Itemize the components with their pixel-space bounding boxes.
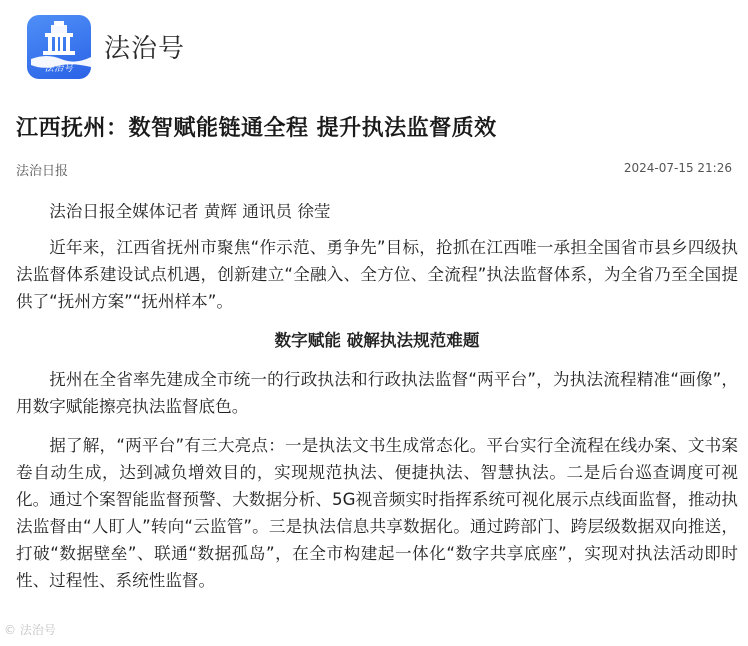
header: [0, 0, 748, 96]
fazhihao-logo-icon[interactable]: [27, 15, 91, 79]
article-title: 江西抚州：数智赋能链通全程 提升执法监督质效: [16, 116, 497, 141]
article-source[interactable]: 法治日报: [16, 164, 69, 179]
publish-date: 2024-07-15 21:26: [623, 161, 732, 175]
watermark: © 法治号: [4, 623, 56, 637]
paragraph-highlights: 据了解，“两平台”有三大亮点：一是执法文书生成常态化。平台实行全流程在线办案、文书案卷自动生成，达到减负增效目的，实现规范执法、便捷执法、智慧执法。二是后台巡查调度可视化。通过个案智能监督预警、大数据分析、5G视音频实时指挥系统可视化展示点线面监督，推动执法监督由“人盯人”转向“云监管”。三是执法信息共享数据化。通过跨部门、跨层级数据双向推送，打破“数据壁垒”、联通“数据孤岛”，在全市构建起一体化“数字共享底座”，实现对执法活动即时性、过程性、系统性监督。: [16, 436, 738, 590]
paragraph-platforms: 抚州在全省率先建成全市统一的行政执法和行政执法监督“两平台”，为执法流程精准“画像”，用数字赋能擦亮执法监督底色。: [16, 370, 738, 416]
section-subheading: 数字赋能 破解执法规范难题: [274, 331, 480, 350]
brand-name[interactable]: 法治号: [104, 34, 186, 64]
byline: 法治日报全媒体记者 黄辉 通讯员 徐莹: [49, 202, 331, 221]
paragraph-intro: 近年来，江西省抚州市聚焦“作示范、勇争先”目标，抢抓在江西唯一承担全国省市县乡四级执法监督体系建设试点机遇，创新建立“全融入、全方位、全流程”执法监督体系，为全省乃至全国提供了“抚州方案”“抚州样本”。: [16, 238, 738, 311]
logo-caption: 法治号: [44, 64, 74, 74]
article-body: [16, 198, 738, 606]
